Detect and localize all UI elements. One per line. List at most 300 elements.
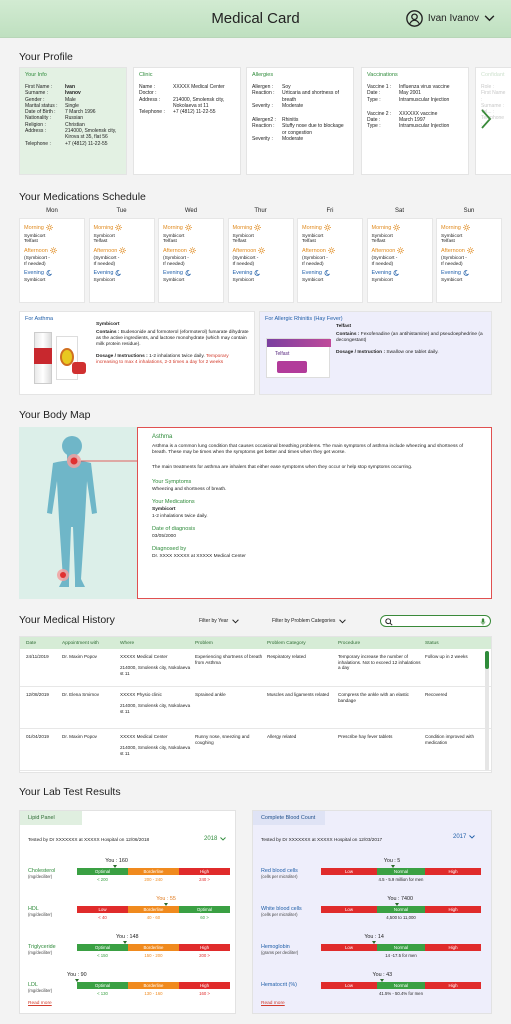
search-icon [385,618,393,626]
section-title-history: Your Medical History [19,614,115,626]
card-title: Vaccinations [367,72,398,78]
section-title-meds: Your Medications Schedule [19,191,146,203]
page-title: Medical Card [211,10,300,27]
range-ticks [77,991,230,996]
range-segment: Borderline [128,982,179,989]
range-segment: Low [321,868,377,875]
med-item: Symbicort [232,278,254,284]
your-value: You : 90 [67,972,87,978]
slot-label: Morning [163,225,183,231]
med-item: Symbicort [232,233,254,239]
table-cell: Temporary increase the number of inhalations. Not to exceed 12 inhalations a day [338,654,421,671]
day-schedule-card [367,218,433,303]
range-tick: 160 > [199,991,210,996]
med-item: If needed) [24,261,46,267]
field-label: Surname : [25,90,49,97]
test-name: LDL [28,982,38,988]
user-menu[interactable] [406,10,495,27]
test-name-block [261,868,307,880]
test-unit: (mg/deciliter) [28,874,53,879]
med-item: (Symbicort - [302,256,328,262]
range-tick: 60 > [200,915,209,920]
range-segment: Optimal [77,868,128,875]
field-value: Ivan [65,84,76,90]
day-label: Fri [326,208,334,214]
your-value: You : 148 [115,934,139,940]
test-name-block [28,906,74,918]
lab-card-cbc [252,810,492,1014]
field-label: Allergen : [252,84,274,90]
table-cell: Condition improved with medication [425,734,475,745]
symptoms-heading: Your Symptoms [152,478,192,485]
info-row [25,128,121,141]
info-row [252,136,348,142]
sun-icon [46,224,53,234]
field-label: Severity : [252,102,273,109]
range-tick: < 130 [97,991,108,996]
history-search-input[interactable] [380,615,491,627]
range-tick: 240 > [199,877,210,882]
med-item: Symbicort [371,278,393,284]
field-label: First Name : [25,84,53,90]
slot-morning [24,224,80,234]
card-title: Allergies [252,72,274,78]
field-value: Stuffy nose due to blockage or congestion [282,123,344,136]
slot-label: Afternoon [24,247,48,254]
range-bar [321,944,481,951]
table-cell: 12/08/2019 [26,692,49,697]
chevron-down-icon [484,15,495,22]
range-tick: 200 - 240 [144,877,163,882]
range-segment: Low [321,906,377,913]
range-segment: High [425,868,481,875]
range-bar [77,906,230,913]
diagnosed-by-heading: Diagnosed by [152,546,187,553]
your-value: You : 14 [364,934,384,940]
sun-icon [254,224,261,234]
table-cell: Muscles and ligaments related [267,692,330,697]
range-segment: Normal [377,982,425,989]
day-label: Sat [394,208,404,214]
med-item: Telfast [441,239,455,245]
field-label: Telephone : [481,115,505,128]
slot-label: Afternoon [441,247,465,254]
range-segment: Optimal [179,906,230,913]
slot-label: Evening [302,270,322,277]
tab-complete-blood-count[interactable]: Complete Blood Count [253,811,325,825]
slot-morning [372,224,428,234]
field-value: XXXXXX vaccine [399,110,438,117]
sun-icon [463,224,470,234]
range-tick: 150 - 200 [144,953,163,958]
range-segment: High [425,982,481,989]
med-item: (Symbicort - [93,256,120,262]
table-row[interactable] [20,687,491,729]
read-more-link[interactable]: Read more [261,1001,285,1006]
year-select[interactable]: 2017 [453,834,475,840]
card-asthma-medication: For Asthma Symbicort Contains : Budesonide and formoterol (eformoterol) fumarate dihydrate as the active ingredients, and lactose monohydrate (which may contain milk protein residue). Dosage / Instructions : 1-2 inhalations twice daily. Temporary increasing to max 4 inhalations, 2-3 times a day for 2 weeks [19,311,255,395]
test-name: White blood cells [261,906,302,912]
medication-name: Symbicort [152,507,176,513]
field-value: Urticaria and shortness of breath [282,90,339,103]
table-cell: XXXXX Medical Center 214000, Smolensk city, Nokolaeva st 11 [120,654,191,676]
slot-evening [233,270,289,279]
condition-description: Asthma is a common lung condition that causes occasional breathing problems. The main symptoms of asthma include wheezing and shortness of breath. These may be times when the symptoms get better and times when they get worse. [152,444,464,456]
slot-label: Morning [302,225,322,231]
diagnosed-by: Dr. XXXX XXXXX at XXXXX Medical Center [152,554,246,560]
card-vaccinations [361,67,469,175]
drug-dosage: Swallow one tablet daily. [386,350,439,355]
field-value: Soy [282,84,291,90]
slot-label: Morning [24,225,44,231]
range-tick: 130 - 160 [144,991,163,996]
slot-label: Morning [93,225,114,231]
field-label: Marital status : [25,102,58,109]
sun-icon [467,247,474,257]
med-item: Telfast [302,239,316,245]
chevron-right-icon[interactable] [480,108,492,130]
range-ticks [321,991,481,996]
card-allergies [246,67,354,175]
sun-icon [115,224,122,234]
info-row [139,97,235,110]
sun-icon [50,247,57,257]
column-header[interactable]: Date [26,640,37,646]
day-schedule-card [436,218,502,303]
med-item: Symbicort [302,233,324,239]
test-name: Red blood cells [261,868,298,874]
field-label: Allergen2 : [252,117,276,124]
slot-evening [94,270,150,279]
your-value: You : 55 [156,896,176,902]
range-segment: High [179,982,230,989]
table-row[interactable] [20,729,491,771]
field-value: +7 (4812) 11-22-55 [65,140,108,147]
med-item: Symbicort [371,233,393,239]
slot-label: Evening [24,270,44,277]
table-cell: Dr. Maxim Popov [62,654,97,659]
column-header[interactable]: Problem Category [267,640,306,646]
table-cell: XXXXX Medical Center 214000, Smolensk city, Nokolaeva st 11 [120,734,191,756]
med-item: Symbicort [163,233,185,239]
field-label: Type : [367,123,381,130]
sun-icon [328,247,335,257]
card-title: For Allergic Rhinitis (Hay Fever) [265,316,343,322]
med-item: If needed) [232,261,255,267]
table-cell: 01/04/2019 [26,734,49,739]
range-segment: Low [321,944,377,951]
section-title-profile: Your Profile [19,51,73,63]
day-label: Sun [463,208,475,214]
filter-category-dropdown[interactable]: Filter by Problem Categories [272,618,346,624]
moon-icon [324,270,330,279]
column-header[interactable]: Problem [195,640,213,646]
range-bar [321,868,481,875]
field-label: Tel... : [481,109,495,116]
slot-afternoon [441,247,497,257]
diagnosis-date: 03/05/2000 [152,534,177,540]
table-cell: Runny nose, sneezing and coughing [195,734,250,745]
field-value: Moderate [282,136,304,143]
test-unit: (mg/deciliter) [28,950,53,955]
test-name: Hemoglobin [261,944,290,950]
slot-evening [24,270,80,279]
range-segment: Borderline [128,868,179,875]
test-name: Hematocrit (%) [261,982,297,988]
field-label: Nationality : [25,115,52,122]
med-item: If needed) [93,261,116,267]
field-label: Date : [367,117,381,124]
range-tick: 40 - 60 [146,915,161,920]
medications-heading: Your Medications [152,499,195,506]
field-label: First Name : [481,90,506,103]
med-item: Symbicort [163,278,185,284]
moon-icon [185,270,191,279]
range-ticks [321,877,481,882]
table-cell: Dr. Maxim Popov [62,734,97,739]
field-label: Role : [481,84,495,90]
field-label: Telephone : [25,140,51,147]
column-header[interactable]: Appointment with [62,640,99,646]
range-bar [77,944,230,951]
table-cell: Follow up in 2 weeks [425,654,468,659]
range-bar [77,868,230,875]
table-cell: Sprained ankle [195,692,226,697]
med-item: If needed) [163,261,185,267]
table-row[interactable] [20,649,491,687]
range-ticks [77,877,230,882]
table-cell: Prescribe hay fever tablets [338,734,393,739]
slot-morning [302,224,358,234]
microphone-icon[interactable] [480,618,486,626]
day-schedule-card [228,218,294,303]
range-tick: < 40 [98,915,107,920]
range-tick: 4,500 to 11,000 [386,915,416,920]
card-confidant [475,67,511,175]
day-schedule-card [89,218,155,303]
field-label: Telephone : [139,109,165,116]
field-value: Rhinitis [282,117,299,124]
table-cell: Dr. Elena Smirnov [62,692,100,697]
med-item: Symbicort [441,233,463,239]
med-item: If needed) [371,261,394,267]
drug-contains: Budesonide and formoterol (eformoterol) fumarate dihydrate as the active ingredients, and lactose monohydrate (which may contain milk protein residue). [96,330,249,347]
info-row [367,123,463,129]
range-bar [77,982,230,989]
med-item: If needed) [302,261,324,267]
med-item: Telfast [93,239,108,245]
range-bar [321,982,481,989]
med-item: Symbicort [24,278,46,284]
med-item: Telfast [163,239,177,245]
range-bar [321,906,481,913]
field-label: Name : [139,84,156,90]
field-label: Surname : [481,102,505,109]
field-label: Doctor : [139,90,157,97]
med-item: (Symbicort - [371,256,398,262]
slot-label: Evening [232,270,253,277]
med-item: Symbicort [93,278,115,284]
app-header [0,0,511,38]
field-value: +7 (4812) 11-22-55 [173,109,216,116]
column-header[interactable]: Where [120,640,135,646]
range-segment: Low [321,982,377,989]
day-label: Mon [46,208,58,214]
med-item: (Symbicort - [163,256,189,262]
slot-evening [372,270,428,279]
field-value: Moderate [282,102,304,109]
column-header[interactable]: Procedure [338,640,361,646]
sun-icon [324,224,331,234]
drug-name: Symbicort [96,322,120,327]
sun-icon [393,224,400,234]
sun-icon [397,247,404,257]
condition-detail-panel [137,427,492,599]
info-row [252,123,348,136]
your-value: You : 43 [372,972,393,978]
chevron-down-icon [220,837,226,841]
table-cell: Recovered [425,692,448,697]
info-row [252,103,348,109]
chevron-down-icon [469,835,475,839]
range-segment: Optimal [77,982,128,989]
sun-icon [189,247,196,257]
range-segment: Normal [377,906,425,913]
medication-dosage: 1-2 inhalations twice daily. [152,513,208,519]
range-tick: 4.5 - 5.9 million for men [378,877,424,882]
med-item: Symbicort [302,278,324,284]
test-unit: (cells per microliter) [261,912,298,917]
field-value: Russian [65,115,84,122]
table-header [20,637,491,649]
field-label: Reaction : [252,123,275,130]
card-title: Your Info [25,72,47,78]
slot-afternoon [163,247,219,257]
year-select[interactable]: 2018 [204,836,226,842]
test-name: Cholesterol [28,868,56,874]
field-label: Date : [367,90,381,97]
range-ticks [77,915,230,920]
slot-label: Afternoon [93,247,118,254]
field-value: March 1997 [399,117,426,124]
slot-afternoon [94,247,150,257]
test-unit: (mg/deciliter) [28,912,53,917]
your-value: You : 7400 [387,896,413,902]
chevron-down-icon [339,619,346,624]
range-segment: High [179,868,230,875]
day-label: Tue [116,208,127,214]
slot-morning [94,224,150,234]
scrollbar-thumb[interactable] [485,651,489,669]
slot-label: Morning [232,225,253,231]
med-item: Symbicort [93,233,115,239]
info-row [252,90,348,103]
filter-year-dropdown[interactable]: Filter by Year [199,618,239,624]
tested-by: Tested by Dr XXXXXXX at XXXXX Hospital on 12/03/2017 [261,837,383,842]
field-value: 214000, Smolensk city, Kirova st 35, flat 56 [65,128,117,141]
info-row [367,97,463,103]
card-clinic [133,67,241,175]
column-header[interactable]: Status [425,640,439,646]
range-segment: Optimal [77,944,128,951]
table-cell: XXXXX Physio clinic 214000, Smolensk city, Nokolaeva st 11 [120,692,191,714]
human-body-illustration [19,427,137,599]
inhaler-image [32,326,88,390]
test-unit: (grams per deciliter) [261,950,299,955]
slot-label: Morning [441,225,461,231]
med-item: Telfast [232,239,247,245]
test-name: HDL [28,906,39,912]
range-segment: Low [77,906,128,913]
range-tick: 14 -17.5 for men [385,953,417,958]
sun-icon [258,247,265,257]
slot-label: Evening [93,270,114,277]
test-name: Triglyceride [28,944,56,950]
range-tick: < 150 [97,953,108,958]
slot-label: Evening [163,270,183,277]
table-cell: Experiencing shortness of breath from Asthma [195,654,263,665]
range-ticks [321,915,481,920]
field-value: 214000, Smolensk city, Nokolaeva st 11 [173,96,225,109]
range-segment: High [425,906,481,913]
range-ticks [77,953,230,958]
slot-afternoon [24,247,80,257]
test-name-block [28,868,74,880]
field-label: Reaction : [252,90,275,97]
dosage-warning: Temporary increasing to max 4 inhalations, 2-3 times a day for 2 weeks [96,354,229,365]
slot-afternoon [302,247,358,257]
range-segment: Normal [377,868,425,875]
slot-label: Morning [371,225,392,231]
range-tick: < 200 [97,877,108,882]
test-name-block [261,944,307,956]
chevron-down-icon [232,619,239,624]
slot-morning [233,224,289,234]
slot-morning [441,224,497,234]
med-item: Telfast [371,239,386,245]
med-item: (Symbicort - [441,256,467,262]
test-unit: (cells per microliter) [261,874,298,879]
condition-treatment: The main treatments for asthma are inhalers that either ease symptoms when they occur or help stop symptoms occurring. [152,464,413,470]
day-schedule-card [158,218,224,303]
card-allergy-medication: For Allergic Rhinitis (Hay Fever) Telfast Telfast Contains : Fexofenadine (an antihistamine) and pseudoephedrine (a decongestant) Dosage / Instruction : Swallow one tablet daily. [259,311,492,395]
med-item: (Symbicort - [24,256,50,262]
table-cell: 24/11/2019 [26,654,49,659]
field-value: Male [65,96,76,103]
slot-label: Evening [441,270,461,277]
range-tick: 200 > [199,953,210,958]
info-row [139,109,235,115]
table-scrollbar[interactable] [485,651,489,771]
test-name-block [28,982,74,994]
range-segment: Normal [377,944,425,951]
section-title-body: Your Body Map [19,409,91,421]
table-cell: Allergy related [267,734,297,739]
field-value: Christian [65,121,85,128]
field-value: 7 March 1996 [65,109,96,116]
tab-lipid-panel[interactable]: Lipid Panel [20,811,82,825]
slot-evening [441,270,497,279]
drug-dosage: 1-2 inhalations twice daily. [149,354,205,359]
slot-evening [163,270,219,279]
card-your-info [19,67,127,175]
drug-contains: Fexofenadine (an antihistamine) and pseudoephedrine (a decongestant) [336,332,483,343]
slot-label: Afternoon [232,247,257,254]
slot-label: Afternoon [371,247,396,254]
slot-morning [163,224,219,234]
slot-afternoon [372,247,428,257]
read-more-link[interactable]: Read more [28,1001,52,1006]
